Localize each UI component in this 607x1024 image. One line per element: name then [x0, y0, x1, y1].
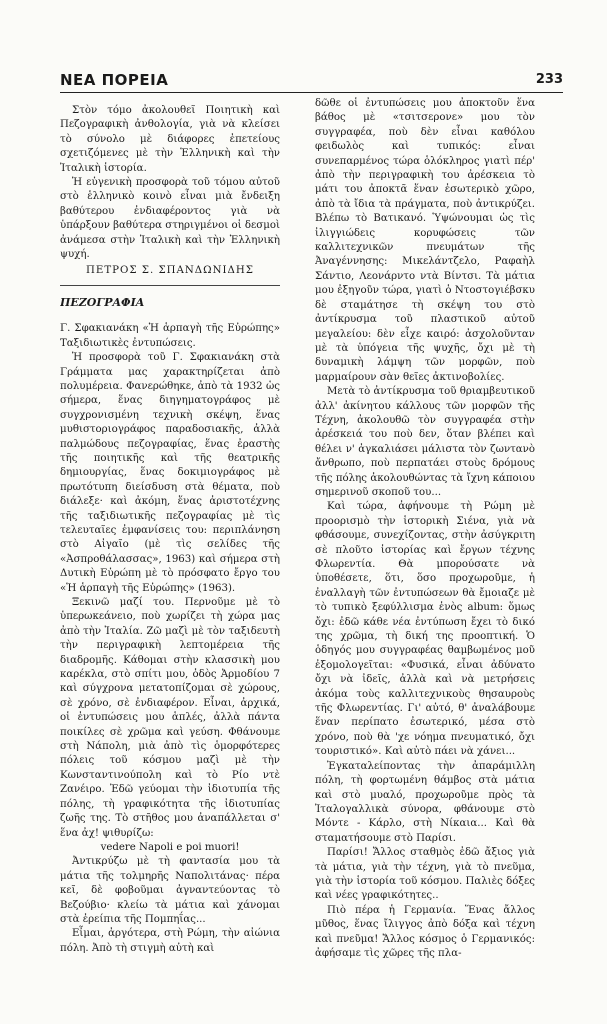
quoted-verse: vedere Napoli e poi muori!	[100, 841, 240, 853]
paragraph: Εἶμαι, ἀργότερα, στὴ Ρώμη, τὴν αἰώνια πόλη. Ἀπὸ τὴ στιγμὴ αὐτὴ καὶ	[60, 928, 280, 954]
paragraph: Μετὰ τὸ ἀντίκρυσμα τοῦ θριαμβευτικοῦ ἀλλ' ἀκίνητου κάλλους τῶν μορφῶν τῆς Τέχνη, ἀκολουθῶ τὸν συγγραφέα στὴν ἀρέσκειά του ποὺ δεν, ὅταν βλέπει καὶ θέλει ν' ἀγκαλιάσει μάλιστα τὸν ζωντανὸ ἄνθρωπο, ποὺ περπατάει στοὺς δρόμους τῆς πόλης ἀκολουθώντας τὰ ἴχνη κάποιου σημερινοῦ σκοποῦ του...	[315, 386, 535, 498]
paragraph: Ἐγκαταλείποντας τὴν ἀπαράμιλλη πόλη, τὴ φορτωμένη θάμβος στὰ μάτια καὶ στὸ μυαλό, προχωροῦμε πρὸς τὰ Ἰταλογαλλικὰ σύνορα, φθάνουμε στὸ Μόντε - Κάρλο, στὴ Νίκαια... Καὶ θὰ σταματήσουμε στὸ Παρίσι.	[315, 760, 535, 844]
paragraph: Ἀντικρύζω μὲ τὴ φαντασία μου τὰ μάτια τῆς τολμηρῆς Ναπολιτάνας· πέρα κεῖ, δὲ φοβοῦμαι ἀγναντεύοντας τὸ Βεζούβιο· κλείω τὰ μάτια καὶ χάνομαι στὰ ἐρείπια τῆς Πομπηΐας...	[60, 856, 280, 925]
paragraph: Καὶ τώρα, ἀφήνουμε τὴ Ρώμη μὲ προορισμὸ τὴν ἱστορικὴ Σιένα, γιὰ νὰ φθάσουμε, συνεχίζοντας, στὴν ἀσύγκριτη σὲ πλοῦτο ἱστορίας καὶ ἔργων τέχνης Φλωρεντία. Θὰ μπορούσατε νὰ ὑποθέσετε, ὅτι, ὅσο προχωροῦμε, ἡ ἐναλλαγὴ τῶν ἐντυπώσεων θὰ ἔμοιαζε μὲ τὸ τυπικὸ ξεφύλλισμα ἑνὸς album: ὅμως ὄχι: ἐδῶ κάθε νέα ἐντύπωση ἔχει τὸ δικό της χρῶμα, τὴ δική της προοπτική. Ὁ ὁδηγός μου συγγραφέας θαμβωμένος μοῦ ἐξομολογεῖται: «Φυσικά, εἶναι ἀδύνατο ὄχι νὰ ἰδεῖς, ἀλλὰ καὶ νὰ μετρήσεις ἀκόμα τοὺς καλλιτεχνικοὺς θησαυροὺς τῆς Φλωρεντίας. Γι' αὐτό, θ' ἀναλάβουμε ἕναν περίπατο ἐσωτερικό, μέσα στὸ χρόνο, ποὺ θὰ 'χε νόημα πνευματικό, ὄχι τουριστικό». Καὶ αὐτὸ πάει νὰ χάνει...	[315, 501, 535, 758]
paragraph: Ἡ προσφορὰ τοῦ Γ. Σφακιανάκη στὰ Γράμματα μας χαρακτηρίζεται ἀπὸ πολυμέρεια. Φανερώθηκε, ἀπὸ τὰ 1932 ὡς σήμερα, ἕνας διηγηματογράφος μὲ συγχρονισμένη τεχνικὴ σκέψη, ἕνας μυθιστοριογράφος παραδοσιακῆς, ἀλλὰ παλμώδους πεζογραφίας, ἕνας ἐραστὴς τῆς ποιητικῆς καὶ τῆς θεατρικῆς δημιουργίας, ἕνας δοκιμιογράφος μὲ πρωτότυπη διείσδυση στὰ θέματα, ποὺ διάλεξε· καὶ ἀκόμη, ἕνας ἀριστοτέχνης τῆς ταξιδιωτικῆς πεζογραφίας μὲ τὶς τελευταῖες ἐμφανίσεις του: περιπλάνηση στὸ Αἰγαῖο (μὲ τὶς σελίδες τῆς «Ἀσπροθάλασσας», 1963) καὶ σήμερα στὴ Δυτικὴ Εὐρώπη μὲ τὸ πρόσφατο ἔργο του «Ἡ ἁρπαγὴ τῆς Εὐρώπης» (1963).	[60, 352, 280, 594]
paragraph: Στὸν τόμο ἀκολουθεῖ Ποιητικὴ καὶ Πεζογραφικὴ ἀνθολογία, γιὰ νὰ κλείσει τὸ σύνολο μὲ διάφορες ἐπετείους σχετιζόμενες μὲ τὴν Ἑλληνικὴ καὶ τὴν Ἰταλικὴ ἱστορία.	[60, 105, 280, 174]
paragraph: δῶθε οἱ ἐντυπώσεις μου ἀποκτοῦν ἕνα βάθος μὲ «τσιτσερονε» μου τὸν συγγραφέα, ποὺ δὲν εἶναι καθόλου φειδωλὸς καὶ τυπικός: εἶναι συνεπαρμένος τώρα ὁλόκληρος γιατὶ πέρ' ἀπὸ τὴν περιγραφικὴ του ἀρέσκεια τὸ μάτι του ἀποκτᾶ ἕναν ἐσωτερικὸ χῶρο, ἀπὸ τὰ ἴδια τὰ πράγματα, ποὺ ἀντικρύζει. Βλέπω τὸ Βατικανό. Ὑψώνουμαι ὡς τὶς ἰλιγγιώδεις κορυφώσεις τῶν καλλιτεχνικῶν πνευμάτων τῆς Ἀναγέννησης: Μικελάντζελο, Ραφαὴλ Σάντιο, Λεονάρντο ντὰ Βίντσι. Τὰ μάτια μου ἐξηγοῦν τώρα, γιατὶ ὁ Ντοστογιέβσκυ δὲ σταμάτησε τὴ σκέψη του στὸ ἀντίκρυσμα τοῦ πλαστικοῦ αὐτοῦ μεγαλείου: δὲν εἶχε καιρό: ἀσχολοῦνταν μὲ τὰ ὑπόγεια τῆς ψυχῆς, ὄχι μὲ τὴ δυναμικὴ λάμψη τῶν μορφῶν, ποὺ μαρμαίρουν σὰν θεῖες ἀκτινοβολίες.	[315, 98, 535, 383]
right-column	[315, 97, 535, 997]
left-column	[60, 104, 280, 1004]
author-signature: ΠΕΤΡΟΣ Σ. ΣΠΑΝΔΩΝΙΔΗΣ	[86, 265, 254, 277]
paragraph: Ξεκινῶ μαζί του. Περνοῦμε μὲ τὸ ὑπερωκεάνειο, ποὺ χωρίζει τὴ χώρα μας ἀπὸ τὴν Ἰταλία. Ζῶ μαζὶ μὲ τὸν ταξιδευτὴ τὴν περιγραφικὴ λεπτομέρεια τῆς διαδρομῆς. Κάθομαι στὴν κλασσικὴ μου καρέκλα, στὸ σπίτι μου, ὁδὸς Ἀρμοδίου 7 καὶ σύγχρονα μετατοπίζομαι σὲ χώρους, σὲ χρόνο, σὲ ἐνδιαφέρον. Εἶναι, ἀρχικά, οἱ ἐντυπώσεις μου ἁπλές, ἀλλὰ πάντα ποικίλες σὲ χρῶμα καὶ γεύση. Φθάνουμε στὴ Νάπολη, μιὰ ἀπὸ τὶς ὁμορφότερες πόλεις τοῦ κόσμου μαζὶ μὲ τὴν Κωνσταντινούπολη καὶ τὸ Ρίο ντὲ Ζανέιρο. Ἐδῶ γεύομαι τὴν ἰδιοτυπία τῆς πόλης, τὴ γραφικότητα τῆς ἰδιοτυπίας ζωῆς της. Τὸ στῆθος μου ἀναπάλλεται σ' ἕνα ἀχ! ψιθυρίζω:	[60, 597, 280, 839]
journal-title: ΝΕΑ ΠΟΡΕΙΑ	[60, 71, 169, 89]
section-title: ΠΕΖΟΓΡΑΦΙΑ	[60, 295, 145, 309]
paragraph: Ἡ εὐγενικὴ προσφορὰ τοῦ τόμου αὐτοῦ στὸ ἑλληνικὸ κοινὸ εἶναι μιὰ ἔνδειξη βαθύτερου ἐνδιαφέροντος γιὰ νὰ ὑπάρξουν βαθύτερα στηριγμένοι οἱ δεσμοὶ ἀνάμεσα στὴν Ἰταλικὴ καὶ τὴν Ἑλληνικὴ ψυχή.	[60, 177, 280, 261]
paragraph: Παρίσι! Ἄλλος σταθμὸς ἐδῶ ἄξιος γιὰ τὰ μάτια, γιὰ τὴν τέχνη, γιὰ τὸ πνεῦμα, γιὰ τὴν ἱστορία τοῦ κόσμου. Παλιὲς δόξες καὶ νέες γραφικότητες..	[315, 847, 535, 902]
book-citation: Γ. Σφακιανάκη «Ἡ ἁρπαγὴ τῆς Εὐρώπης» Ταξιδιωτικὲς ἐντυπώσεις.	[60, 323, 280, 349]
running-header	[60, 68, 563, 93]
paragraph: Πιὸ πέρα ἡ Γερμανία. Ἕνας ἄλλος μῦθος, ἕνας ἴλιγγος ἀπὸ δόξα καὶ τέχνη καὶ πνεῦμα! Ἄλλος κόσμος ὁ Γερμανικός: ἀφήσαμε τὶς χῶρες τῆς πλα-	[315, 904, 535, 959]
page-number: 233	[535, 72, 563, 87]
section-divider	[60, 285, 280, 286]
